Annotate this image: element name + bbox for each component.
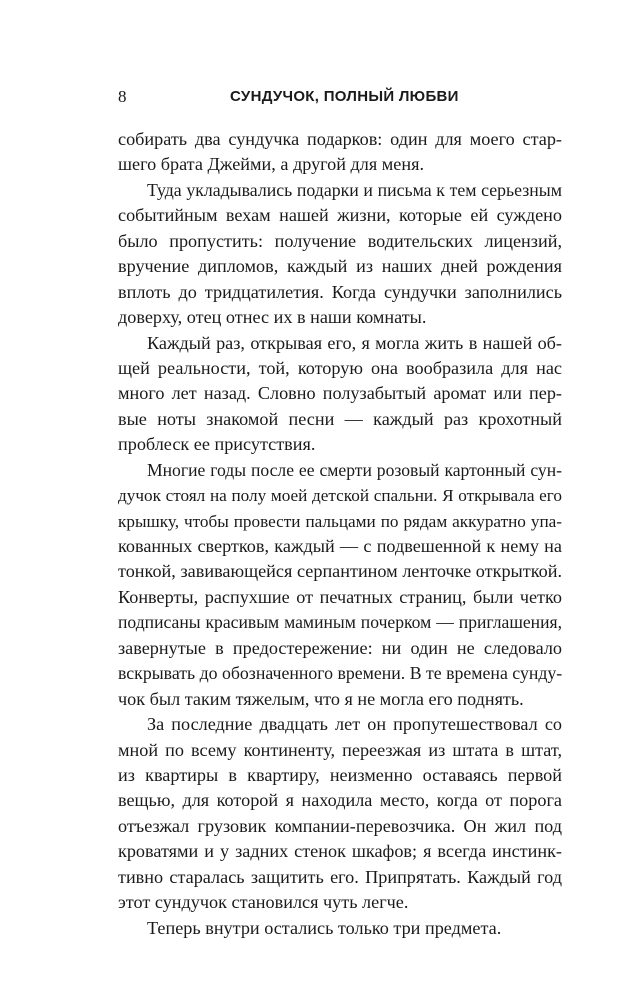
running-title: СУНДУЧОК, ПОЛНЫЙ ЛЮБВИ xyxy=(230,88,459,105)
body-text xyxy=(118,127,562,941)
text-line: За последние двадцать лет он пропутешествовал со xyxy=(147,714,562,735)
paragraph xyxy=(118,458,562,712)
text-line: щей реальности, той, которую она вообразила для нас xyxy=(118,357,562,378)
text-line: вручение дипломов, каждый из наших дней рождения xyxy=(118,256,562,277)
text-line: вещью, для которой я находила место, когда от порога xyxy=(118,790,562,811)
text-line: доверху, отец отнес их в наши комнаты. xyxy=(118,307,427,328)
text-line: собирать два сундучка подарков: один для моего стар- xyxy=(118,129,562,149)
paragraph xyxy=(118,331,562,458)
text-line: завернутые в предостережение: ни один не следовало xyxy=(118,637,562,658)
text-line: было пропустить: получение водительских лицензий, xyxy=(118,230,562,251)
text-line: событийным вехам нашей жизни, которые ей суждено xyxy=(118,205,562,226)
text-line: мной по всему континенту, переезжая из штата в штат, xyxy=(118,739,562,760)
page-number: 8 xyxy=(118,87,127,106)
text-line: Конверты, распухшие от печатных страниц, были четко xyxy=(118,586,562,607)
text-line: этот сундучок становился чуть легче. xyxy=(118,892,409,913)
text-line: отъезжал грузовик компании-перевозчика. Он жил под xyxy=(118,815,562,836)
text-line: из квартиры в квартиру, неизменно оставаясь первой xyxy=(118,764,562,785)
paragraph xyxy=(118,178,562,331)
text-line: Многие годы после ее смерти розовый картонный сун- xyxy=(147,459,562,480)
text-line: кроватями и у задних стенок шкафов; я всегда инстинк- xyxy=(118,841,562,862)
text-line: подписаны красивым маминым почерком — приглашения, xyxy=(118,612,562,633)
text-line: шего брата Джейми, а другой для меня. xyxy=(118,154,425,175)
text-line: проблеск ее присутствия. xyxy=(118,434,316,455)
text-line: вые ноты знакомой песни — каждый раз крохотный xyxy=(118,408,562,429)
paragraph xyxy=(118,127,562,178)
text-line: крышку, чтобы провести пальцами по рядам аккуратно упа- xyxy=(118,511,562,531)
text-line: Туда укладывались подарки и письма к тем серьезным xyxy=(147,179,562,200)
text-line: Теперь внутри остались только три предмета. xyxy=(147,917,502,938)
paragraph xyxy=(118,712,562,916)
paragraph xyxy=(118,916,562,941)
text-line: кованных свертков, каждый — с подвешенной к нему на xyxy=(118,536,562,556)
text-line: тивно старалась защитить его. Припрятать. Каждый год xyxy=(118,866,562,887)
text-line: тонкой, завивающейся серпантином ленточке открыткой. xyxy=(118,561,562,582)
text-line: вскрывать до обозначенного времени. В те времена сунду- xyxy=(118,663,562,684)
text-line: Каждый раз, открывая его, я могла жить в нашей об- xyxy=(147,332,562,353)
text-line: дучок стоял на полу моей детской спальни. Я открывала его xyxy=(118,486,562,506)
text-line: чок был таким тяжелым, что я не могла его поднять. xyxy=(118,688,524,709)
text-line: вплоть до тридцатилетия. Когда сундучки заполнились xyxy=(118,281,562,302)
text-line: много лет назад. Словно полузабытый аромат или пер- xyxy=(118,383,562,404)
running-head xyxy=(118,86,562,108)
